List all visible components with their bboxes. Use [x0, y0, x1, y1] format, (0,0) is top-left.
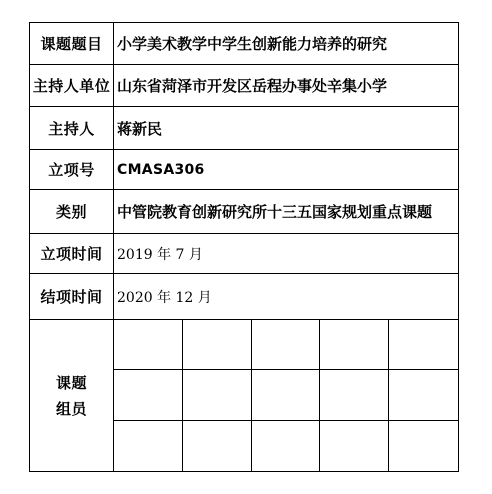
project-number-label: 立项号 [30, 150, 114, 189]
project-number-value: CMASA306 [117, 161, 205, 178]
member-cell [320, 421, 389, 471]
row-project-number [30, 150, 458, 190]
member-cell [114, 320, 183, 370]
member-cell [252, 421, 321, 471]
member-cell [183, 320, 252, 370]
row-start-date [30, 234, 458, 274]
member-cell [114, 421, 183, 471]
category-label: 类别 [30, 190, 114, 233]
end-date-value: 2020 年 12 月 [117, 289, 212, 306]
member-cell [183, 421, 252, 471]
host-unit-value: 山东省菏泽市开发区岳程办事处辛集小学 [117, 77, 388, 95]
row-topic [30, 23, 458, 65]
host-unit-label: 主持人单位 [30, 65, 114, 106]
topic-value: 小学美术教学中学生创新能力培养的研究 [117, 35, 388, 53]
members-label-line2: 组员 [55, 399, 87, 418]
member-cell [389, 320, 458, 370]
member-cell [252, 320, 321, 370]
start-date-label: 立项时间 [30, 234, 114, 273]
member-cell [389, 421, 458, 471]
category-value: 中管院教育创新研究所十三五国家规划重点课题 [117, 203, 433, 221]
member-cell [320, 320, 389, 370]
members-label-line1: 课题 [55, 373, 87, 392]
row-end-date [30, 274, 458, 320]
host-value: 蒋新民 [117, 119, 163, 138]
member-cell [183, 370, 252, 420]
row-category [30, 190, 458, 234]
members-grid [114, 320, 458, 471]
member-cell [389, 370, 458, 420]
project-info-table [29, 22, 459, 472]
host-label: 主持人 [30, 107, 114, 149]
member-cell [252, 370, 321, 420]
row-members [30, 320, 458, 471]
topic-label: 课题题目 [30, 23, 114, 64]
members-label [30, 320, 114, 471]
row-host [30, 107, 458, 150]
member-cell [114, 370, 183, 420]
start-date-value: 2019 年 7 月 [117, 246, 203, 263]
end-date-label: 结项时间 [30, 274, 114, 319]
member-cell [320, 370, 389, 420]
row-host-unit [30, 65, 458, 107]
